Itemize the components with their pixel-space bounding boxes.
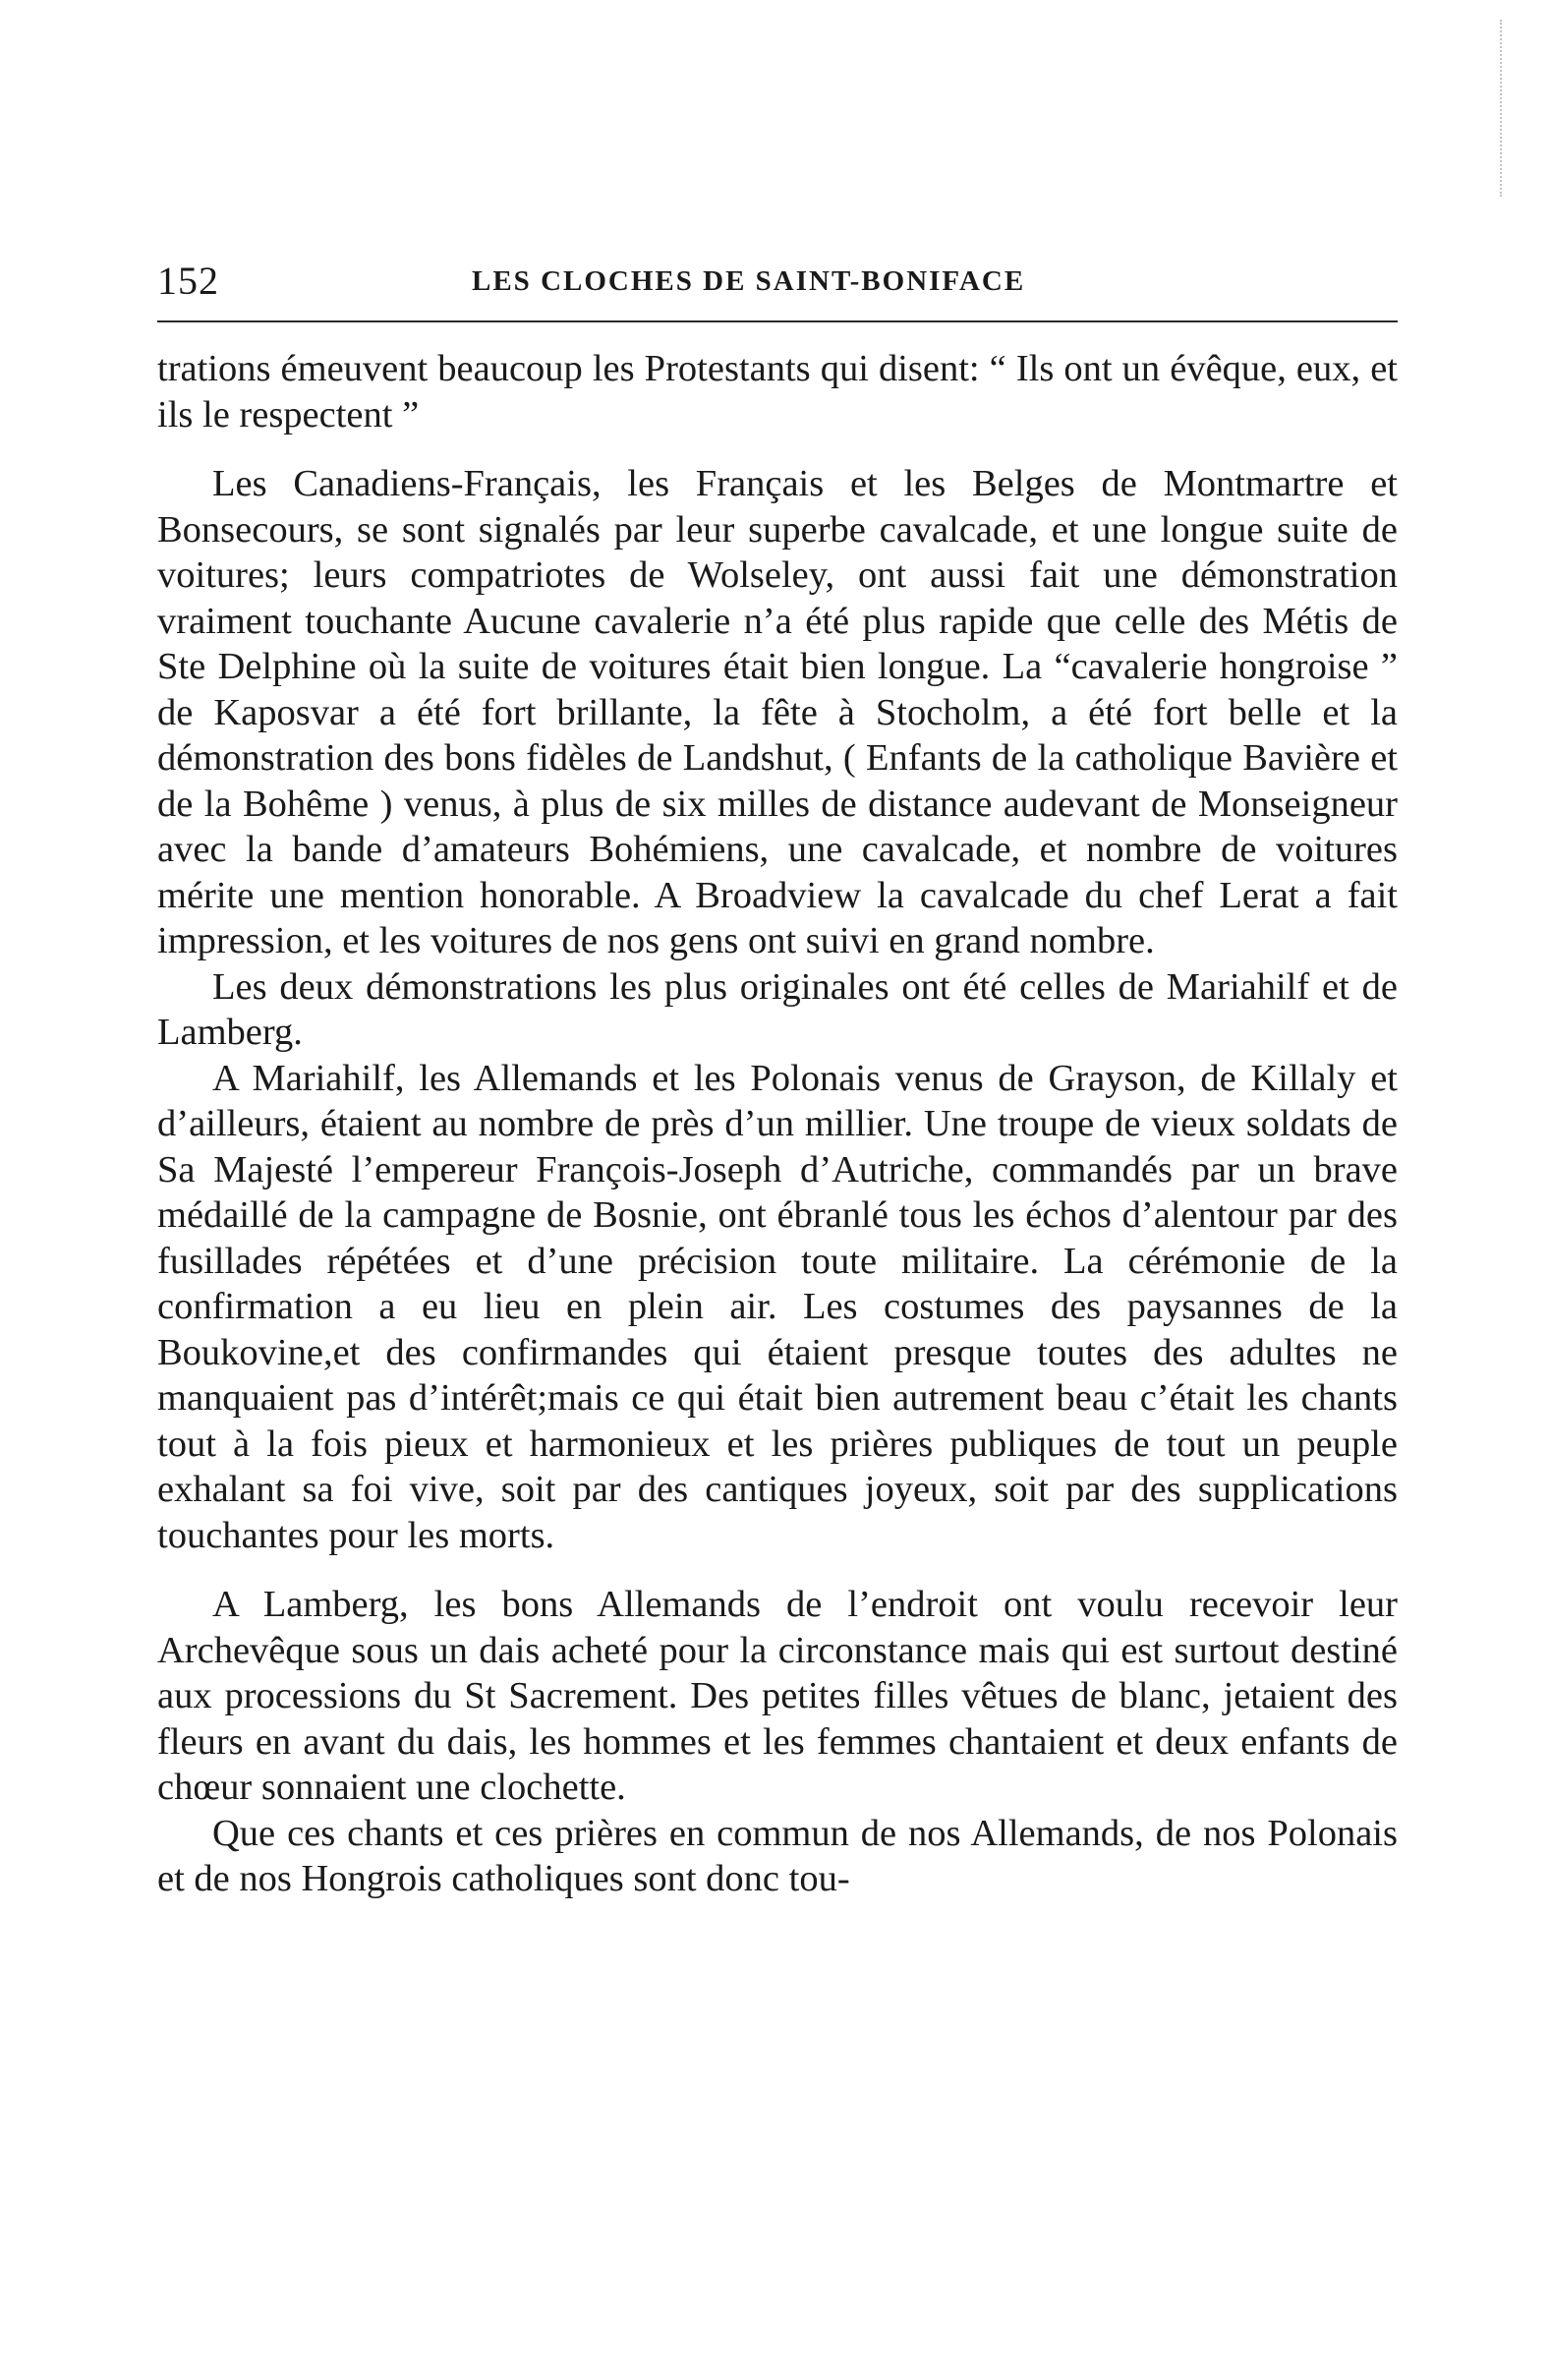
paragraph-mariahilf: A Mariahilf, les Allemands et les Polonais venus de Grayson, de Killaly et d’ailleurs, étaient au nombre de près d’un millier. Une troupe de vieux soldats de Sa Majesté l’empereur François-Joseph d’Autriche, commandés par un brave médaillé de la campagne de Bosnie, ont ébranlé tous les échos d’alentour par des fusillades répétées et d’une précision toute militaire. La cérémonie de la confirmation a eu lieu en plein air. Les costumes des paysannes de la Boukovine,et des confirmandes qui étaient presque toutes des adultes ne manquaient pas d’intérêt;mais ce qui était bien autrement beau c’était les chants tout à la fois pieux et harmonieux et les prières publiques de tout un peuple exhalant sa foi vive, soit par des cantiques joyeux, soit par des supplications touchantes pour les morts.	[157, 1057, 1398, 1556]
paragraph-cavalcades: Les Canadiens-Français, les Français et les Belges de Montmartre et Bonsecours, se sont signalés par leur superbe cavalcade, et une longue suite de voitures; leurs compatriotes de Wolseley, ont aussi fait une démonstration vraiment touchante Aucune cavalerie n’a été plus rapide que celle des Métis de Ste Delphine où la suite de voitures était bien longue. La “cavalerie hongroise ” de Kaposvar a été fort brillante, la fête à Stocholm, a été fort belle et la démonstration des bons fidèles de Landshut, ( Enfants de la catholique Bavière et de la Bohême ) venus, à plus de six milles de distance audevant de Monseigneur avec la bande d’amateurs Bohémiens, une cavalcade, et nombre de voitures mérite une mention honorable. A Broadview la cavalcade du chef Lerat a fait impression, et les voitures de nos gens ont suivi en grand nombre.	[157, 463, 1398, 961]
page-header	[157, 258, 1400, 317]
paragraph-lamberg: A Lamberg, les bons Allemands de l’endroit ont voulu recevoir leur Archevêque sous un dais acheté pour la circonstance mais qui est surtout destiné aux processions du St Sacrement. Des petites filles vêtues de blanc, jetaient des fleurs en avant du dais, les hommes et les femmes chantaient et deux enfants de chœur sonnaient une clochette.	[157, 1584, 1398, 1808]
page-number: 152	[157, 259, 219, 303]
page-edge-marks	[1500, 20, 1508, 197]
header-rule	[157, 320, 1398, 322]
paragraph-chants: Que ces chants et ces prières en commun de nos Allemands, de nos Polonais et de nos Hongrois catholiques sont donc tou-	[157, 1812, 1398, 1899]
paragraph-continuation: trations émeuvent beaucoup les Protestants qui disent: “ Ils ont un évêque, eux, et ils le respectent ”	[157, 348, 1398, 435]
paragraph-original-demonstrations: Les deux démonstrations les plus originales ont été celles de Mariahilf et de Lamberg.	[157, 965, 1398, 1053]
running-head: LES CLOCHES DE SAINT-BONIFACE	[472, 265, 1026, 297]
body-text	[157, 346, 1398, 1902]
